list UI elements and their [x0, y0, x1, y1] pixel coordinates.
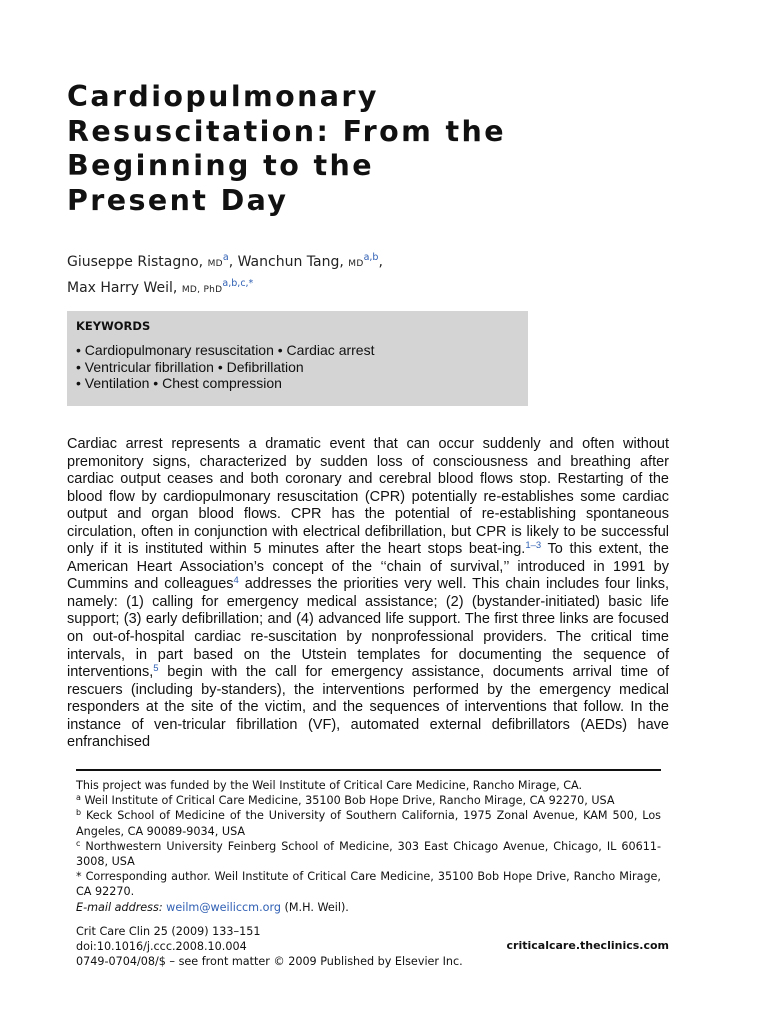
reference-link[interactable]: 1–3 [525, 540, 542, 552]
body-text-segment: addresses the priorities very well. This chain includes four links, namely: (1) calling for emergency medical assistance; (2) (bystander-initiated) basic life support; (3) early defibrillation; and (4) advanced life support. The first three links are focused on out-of-hospital cardiac re-suscitation by nonprofessional providers. The critical time intervals, in part based on the Utstein templates for documenting the sequence of interventions, [67, 576, 669, 681]
title-line: Cardiopulmonary [67, 80, 379, 113]
author-separator: , [228, 254, 234, 270]
funding-note: This project was funded by the Weil Institute of Critical Care Medicine, Rancho Mirage, CA. [76, 779, 583, 792]
author-name: Max Harry Weil, [67, 280, 178, 296]
affiliation-b [76, 808, 661, 838]
affiliation-mark[interactable]: a,b [363, 252, 379, 263]
author-name: Wanchun Tang, [237, 254, 344, 270]
affiliation-mark[interactable]: a [222, 252, 229, 263]
author-name: Giuseppe Ristagno, [67, 254, 204, 270]
footnote-divider [76, 769, 661, 771]
affiliation-mark[interactable]: a,b,c,* [222, 278, 254, 289]
email-link[interactable]: weilm@weiliccm.org [166, 900, 281, 914]
body-paragraph [67, 436, 669, 752]
author-list [67, 248, 687, 300]
author-line-2 [67, 274, 687, 300]
keywords-box [67, 311, 528, 406]
copyright-line: 0749-0704/08/$ – see front matter © 2009 Published by Elsevier Inc. [76, 955, 463, 969]
email-label: E-mail address: [76, 900, 163, 914]
author-degree: MD [348, 259, 364, 269]
title-line: Present Day [67, 183, 289, 217]
footnote-mark: c [76, 838, 81, 848]
keywords-heading: KEYWORDS [76, 319, 151, 333]
article-title [67, 80, 527, 218]
reference-link[interactable]: 5 [153, 663, 159, 675]
title-line: Beginning to the [67, 149, 374, 182]
footnotes [76, 778, 661, 915]
journal-citation: Crit Care Clin 25 (2009) 133–151 [76, 925, 261, 938]
author-degree: MD [207, 259, 223, 269]
author-line-1 [67, 248, 687, 274]
citation-block [76, 924, 506, 970]
email-suffix: (M.H. Weil). [280, 900, 349, 914]
title-line: Resuscitation: From the [67, 114, 506, 148]
keyword-line: • Ventilation • Chest compression [76, 375, 282, 391]
affiliation-text: Keck School of Medicine of the University of Southern California, 1975 Zonal Avenue, KAM 500, Los Angeles, CA 90089-9034, USA [76, 809, 661, 838]
affiliation-text: Weil Institute of Critical Care Medicine, 35100 Bob Hope Drive, Rancho Mirage, CA 92270, USA [80, 794, 615, 808]
author-separator: , [378, 254, 383, 270]
body-text-segment: begin with the call for emergency assistance, documents arrival time of rescuers (including by-standers), the interventions performed by the emergency medical responders at the site of the victim, and the sequences of interventions that follow. In the instance of ven-tricular fibrillation (VF), automated external defibrillators (AEDs) have enfranchised [67, 664, 669, 751]
keywords-list [76, 342, 374, 392]
reference-link[interactable]: 4 [233, 575, 239, 587]
keyword-line: • Cardiopulmonary resuscitation • Cardiac arrest [76, 342, 375, 358]
affiliation-text: Northwestern University Feinberg School of Medicine, 303 East Chicago Avenue, Chicago, IL 60611-3008, USA [76, 839, 661, 869]
footnote-mark: a [76, 793, 81, 803]
author-degree: MD, PhD [181, 285, 223, 295]
email-line [76, 900, 661, 915]
affiliation-a [76, 793, 661, 808]
journal-website[interactable]: criticalcare.theclinics.com [506, 939, 669, 952]
keyword-line: • Ventricular fibrillation • Defibrillation [76, 358, 304, 375]
body-text-segment: Cardiac arrest represents a dramatic event that can occur suddenly and often without premonitory signs, characterized by sudden loss of consciousness and breathing after cardiac output ceases and both coronary and cerebral blood flows stop. Restarting of the blood flow by cardiopulmonary resuscitation (CPR) potentially re-establishes some cardiac output and organ blood flows. CPR has the potential of re-establishing spontaneous circulation, often in conjunction with electrical defibrillation, but CPR is likely to be successful only if it is instituted within 5 minutes after the heart stops beat-ing. [67, 436, 669, 558]
body-text-segment: To this extent, the American Heart Association’s concept of the ‘‘chain of survival,’’ introduced in 1991 by Cummins and colleagues [67, 541, 669, 593]
corresponding-author: * Corresponding author. Weil Institute of Critical Care Medicine, 35100 Bob Hope Drive, Rancho Mirage, CA 92270. [76, 870, 661, 899]
affiliation-c [76, 839, 661, 869]
footnote-mark: b [76, 808, 82, 818]
doi: doi:10.1016/j.ccc.2008.10.004 [76, 940, 247, 954]
